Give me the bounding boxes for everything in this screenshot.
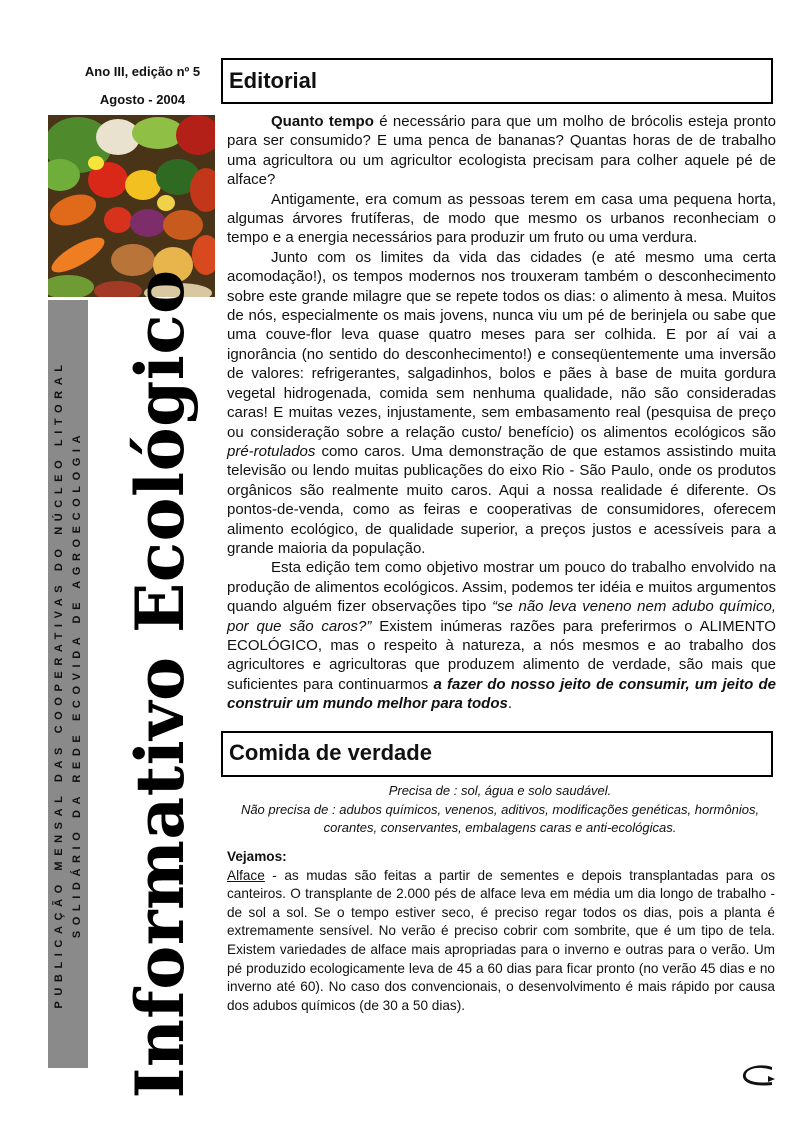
not-needs-line-2: corantes, conservantes, embalagens caras e anti-ecológicas. (323, 820, 677, 836)
alface-label: Alface (227, 867, 265, 883)
alface-paragraph: Alface - as mudas são feitas a partir de sementes e depois transplantadas para os canteiros. O transplante de 2.000 pés de alface leva em média um dia longo de trabalho -de sol a sol. Se o tempo estiver seco, é preciso regar todos os dias, pois a planta é extremamente sensível. No verão é preciso cobrir com sombrite, que é um tipo de tela. Existem variedades de alface mais apropriadas para o inverno e outras para o verão. Um pé produzido ecologicamente leva de 45 a 60 dias para ficar pronto (no verão 45 dias e no inverno até 60). No caso dos convencionais, o desenvolvimento é mais rápido por causa dos adubos químicos (de 30 a 50 dias). (227, 867, 775, 1013)
quote-text: “se não leva veneno nem adubo químico, por que são caros?” (227, 598, 776, 635)
needs-summary (226, 782, 774, 838)
emphasis-text: pré-rotulados (227, 442, 316, 460)
lead-text: Quanto tempo (271, 113, 374, 130)
vejamos-section (227, 848, 775, 1015)
editorial-paragraph: Quanto tempo é necessário para que um molho de brócolis esteja pronto para ser consumido? E uma penca de bananas? Quantas horas de de trabalho uma agricultora ou um agricultor ecologista precisam para colher aquele pé de alface? (227, 113, 776, 189)
vejamos-heading: Vejamos: (227, 849, 287, 864)
lead-text: Antigamente, (271, 190, 360, 208)
issue-date: Agosto - 2004 (99, 92, 186, 107)
publication-tagline (50, 300, 86, 1068)
comida-heading: Comida de verdade (221, 731, 773, 777)
editorial-paragraph: Junto com os limites da vida das cidades (e até mesmo uma certa acomodação!), os tempos modernos nos trouxeram também o desconhecimento sobre este grande milagre que se repete todos os dias: o alimento à mesa. Muitos de nós, especialmente os mais jovens, nunca viu um pé de berinjela ou sabe que uma couve-flor leva quase quatro meses para ser colhida. E por aí vai a ignorância (no sentido do desconhecimento!) e conseqüentemente uma inversão de valores: refrigerantes, salgadinhos, bolos e pães à base de muita gordura vegetal hidrogenada, comida sem nenhuma qualidade, não são consideradas caras! E muitas vezes, injustamente, sem embasamento real (pesquisa de preço ou consideração sobre a relação custo/ benefício) os alimentos ecológicos são pré-rotulados como caros. Uma demonstração de que estamos assistindo muita televisão ou lendo muitas publicações do eixo Rio - São Paulo, onde os produtos orgânicos são realmente muito caros. Aqui a nossa realidade é diferente. Os pontos-de-venda, como as feiras e cooperativas de consumidores, oferecem alimento ecológico, de qualidade superior, a preços justos e acessíveis para a grande maioria da população. (227, 248, 776, 557)
tagline-line-2: SOLIDÁRIO DA REDE ECOVIDA DE AGROECOLOGIA (71, 429, 83, 939)
needs-line: Precisa de : sol, água e solo saudável. (388, 783, 612, 798)
closing-emphasis: a fazer do nosso jeito de consumir, um jeito de construir um mundo melhor para todos (227, 675, 776, 713)
not-needs-line: Não precisa de : adubos químicos, venenos, aditivos, modificações genéticas, hormônios, (240, 801, 760, 817)
masthead-title: Informativo Ecológico (121, 269, 199, 1099)
editorial-paragraph: Esta edição tem como objetivo mostrar um pouco do trabalho envolvido na produção de alimentos ecológicos. Assim, podemos ter idéia e muitos argumentos quando alguém fizer observações tipo “se não leva veneno nem adubo químico, por que são caros?” Existem inúmeras razões para preferirmos o ALIMENTO ECOLÓGICO, mas o respeito à natureza, a nós mesmos e ao trabalho dos agricultores e agricultoras que produzem alimento de verdade, são mais que suficientes para continuarmos a fazer do nosso jeito de consumir, um jeito de construir um mundo melhor para todos. (227, 559, 776, 713)
editorial-paragraph: Antigamente, era comum as pessoas terem em casa uma pequena horta, algumas árvores frutíferas, de modo que mesmo os urbanos reconheciam o tempo e a energia necessários para produzir um fruto ou uma verdura. (227, 190, 776, 247)
issue-number: Ano III, edição nº 5 (84, 64, 201, 79)
page-turn-arrow-icon[interactable] (742, 1064, 776, 1088)
editorial-heading: Editorial (221, 58, 773, 104)
tagline-line-1: PUBLICAÇÃO MENSAL DAS COOPERATIVAS DO NÚCLEO LITORAL (53, 359, 65, 1009)
editorial-body (227, 112, 776, 714)
